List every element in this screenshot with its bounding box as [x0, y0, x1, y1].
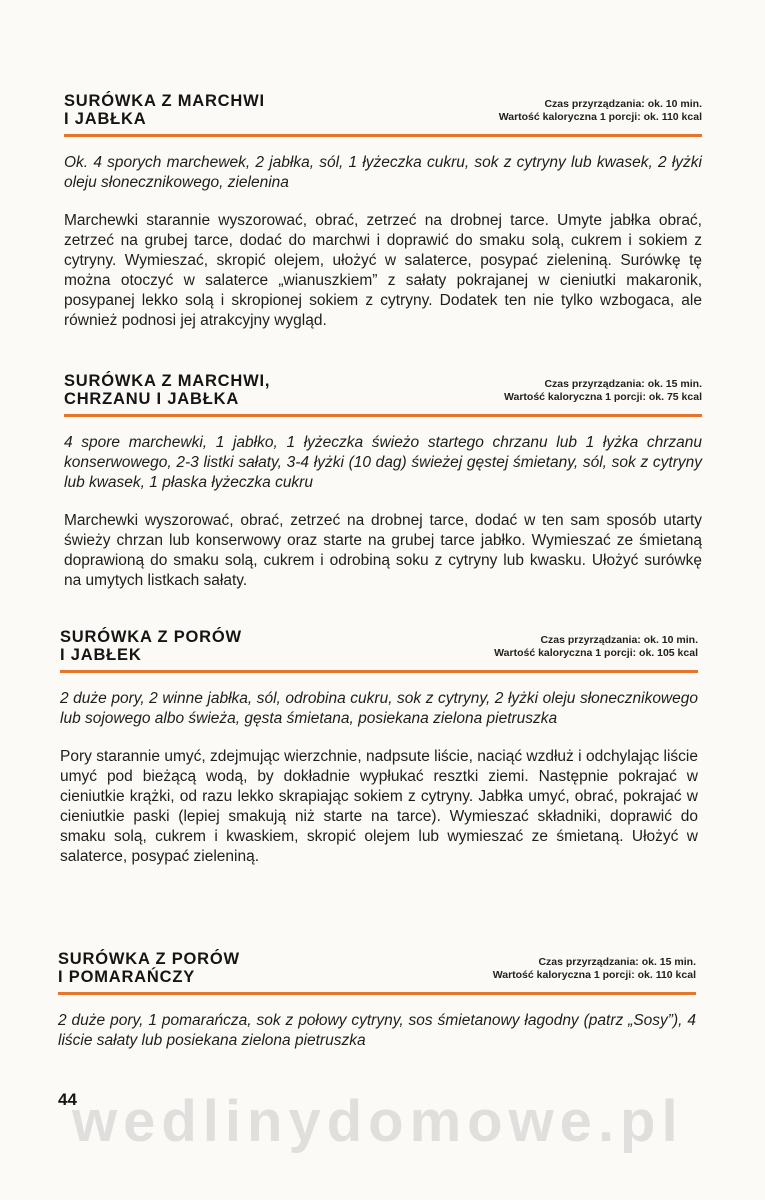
- recipe-meta: [504, 378, 702, 404]
- calories: Wartość kaloryczna 1 porcji: ok. 110 kcal: [492, 969, 696, 981]
- calories: Wartość kaloryczna 1 porcji: ok. 75 kcal: [503, 391, 702, 403]
- orange-divider: [64, 414, 702, 417]
- recipe-leek-apple: [60, 628, 698, 867]
- recipe-carrot-apple: [64, 92, 702, 331]
- recipe-title-line: I POMARAŃCZY: [58, 968, 196, 986]
- page-number: 44: [58, 1090, 77, 1109]
- prep-time: Czas przyrządzania: ok. 10 min.: [540, 634, 698, 646]
- prep-time: Czas przyrządzania: ok. 15 min.: [544, 378, 702, 390]
- recipe-title: [58, 950, 240, 986]
- ingredients: 2 duże pory, 2 winne jabłka, sól, odrobina cukru, sok z cytryny, 2 łyżki oleju słonecznikowego lub sojowego albo świeża, gęsta śmietana, posiekana zielona pietruszka: [60, 690, 698, 727]
- recipe-leek-orange: [58, 950, 696, 1051]
- calories: Wartość kaloryczna 1 porcji: ok. 105 kcal: [494, 647, 698, 659]
- recipe-carrot-horseradish-apple: [64, 372, 702, 591]
- recipe-title-line: SURÓWKA Z MARCHWI: [64, 92, 265, 110]
- recipe-title-line: SURÓWKA Z PORÓW: [58, 950, 240, 968]
- recipe-title-line: SURÓWKA Z MARCHWI,: [64, 372, 271, 390]
- prep-time: Czas przyrządzania: ok. 10 min.: [544, 98, 702, 110]
- recipe-title-line: CHRZANU I JABŁKA: [64, 390, 240, 408]
- recipe-header: [58, 950, 696, 992]
- prep-time: Czas przyrządzania: ok. 15 min.: [538, 956, 696, 968]
- recipe-meta: [499, 98, 702, 124]
- ingredients: 2 duże pory, 1 pomarańcza, sok z połowy cytryny, sos śmietanowy łagodny (patrz „Sosy”), 4 liście sałaty lub posiekana zielona pietruszka: [58, 1012, 696, 1049]
- orange-divider: [64, 134, 702, 137]
- orange-divider: [60, 670, 698, 673]
- recipe-title: [64, 92, 265, 128]
- recipe-title: [60, 628, 242, 664]
- recipe-header: [64, 372, 702, 414]
- recipe-header: [64, 92, 702, 134]
- method: Marchewki wyszorować, obrać, zetrzeć na drobnej tarce, dodać w ten sam sposób utarty świeży chrzan lub konserwowy oraz starte na grubej tarce jabłko. Wymieszać ze śmietaną doprawioną do smaku solą, cukrem i odrobiną soku z cytryny lub kwasku. Ułożyć surówkę na umytych listkach sałaty.: [64, 512, 702, 589]
- recipe-title-line: SURÓWKA Z PORÓW: [60, 628, 242, 646]
- watermark: wedlinydomowe.pl: [72, 1089, 684, 1154]
- recipe-title-line: I JABŁKA: [64, 110, 147, 128]
- recipe-title: [64, 372, 270, 408]
- method: Pory starannie umyć, zdejmując wierzchnie, nadpsute liście, naciąć wzdłuż i odchylając liście umyć pod bieżącą wodą, by dokładnie wypłukać resztki ziemi. Następnie pokrajać w cieniutkie krążki, od razu lekko skrapiając sokiem z cytryny. Jabłka umyć, obrać, pokrajać w cieniutkie paski (lepiej smakują niż starte na tarce). Wymieszać składniki, doprawić do smaku solą, cukrem i kwaskiem, skropić olejem lub wymieszać ze śmietaną. Ułożyć w salaterce, posypać zieleniną.: [60, 748, 698, 865]
- recipe-meta: [494, 634, 698, 660]
- calories: Wartość kaloryczna 1 porcji: ok. 110 kcal: [498, 111, 702, 123]
- ingredients: 4 spore marchewki, 1 jabłko, 1 łyżeczka świeżo startego chrzanu lub 1 łyżka chrzanu konserwowego, 2-3 listki sałaty, 3-4 łyżki (10 dag) świeżej gęstej śmietany, sól, sok z cytryny lub kwasek, 1 płaska łyżeczka cukru: [64, 434, 702, 491]
- recipe-title-line: I JABŁEK: [60, 646, 142, 664]
- orange-divider: [58, 992, 696, 995]
- method: Marchewki starannie wyszorować, obrać, zetrzeć na drobnej tarce. Umyte jabłka obrać, zetrzeć na grubej tarce, dodać do marchwi i doprawić do smaku solą, cukrem i sokiem z cytryny. Wymieszać, skropić olejem, ułożyć w salaterce, posypać zieleniną. Surówkę tę można otoczyć w salaterce „wianuszkiem” z sałaty pokrajanej w cieniutki makaronik, posypanej lekko solą i skropionej sokiem z cytryny. Dodatek ten nie tylko wzbogaca, ale również podnosi jej atrakcyjny wygląd.: [64, 212, 702, 329]
- recipe-meta: [493, 956, 696, 982]
- recipe-header: [60, 628, 698, 670]
- ingredients: Ok. 4 sporych marchewek, 2 jabłka, sól, 1 łyżeczka cukru, sok z cytryny lub kwasek, 2 łyżki oleju słonecznikowego, zielenina: [64, 154, 702, 191]
